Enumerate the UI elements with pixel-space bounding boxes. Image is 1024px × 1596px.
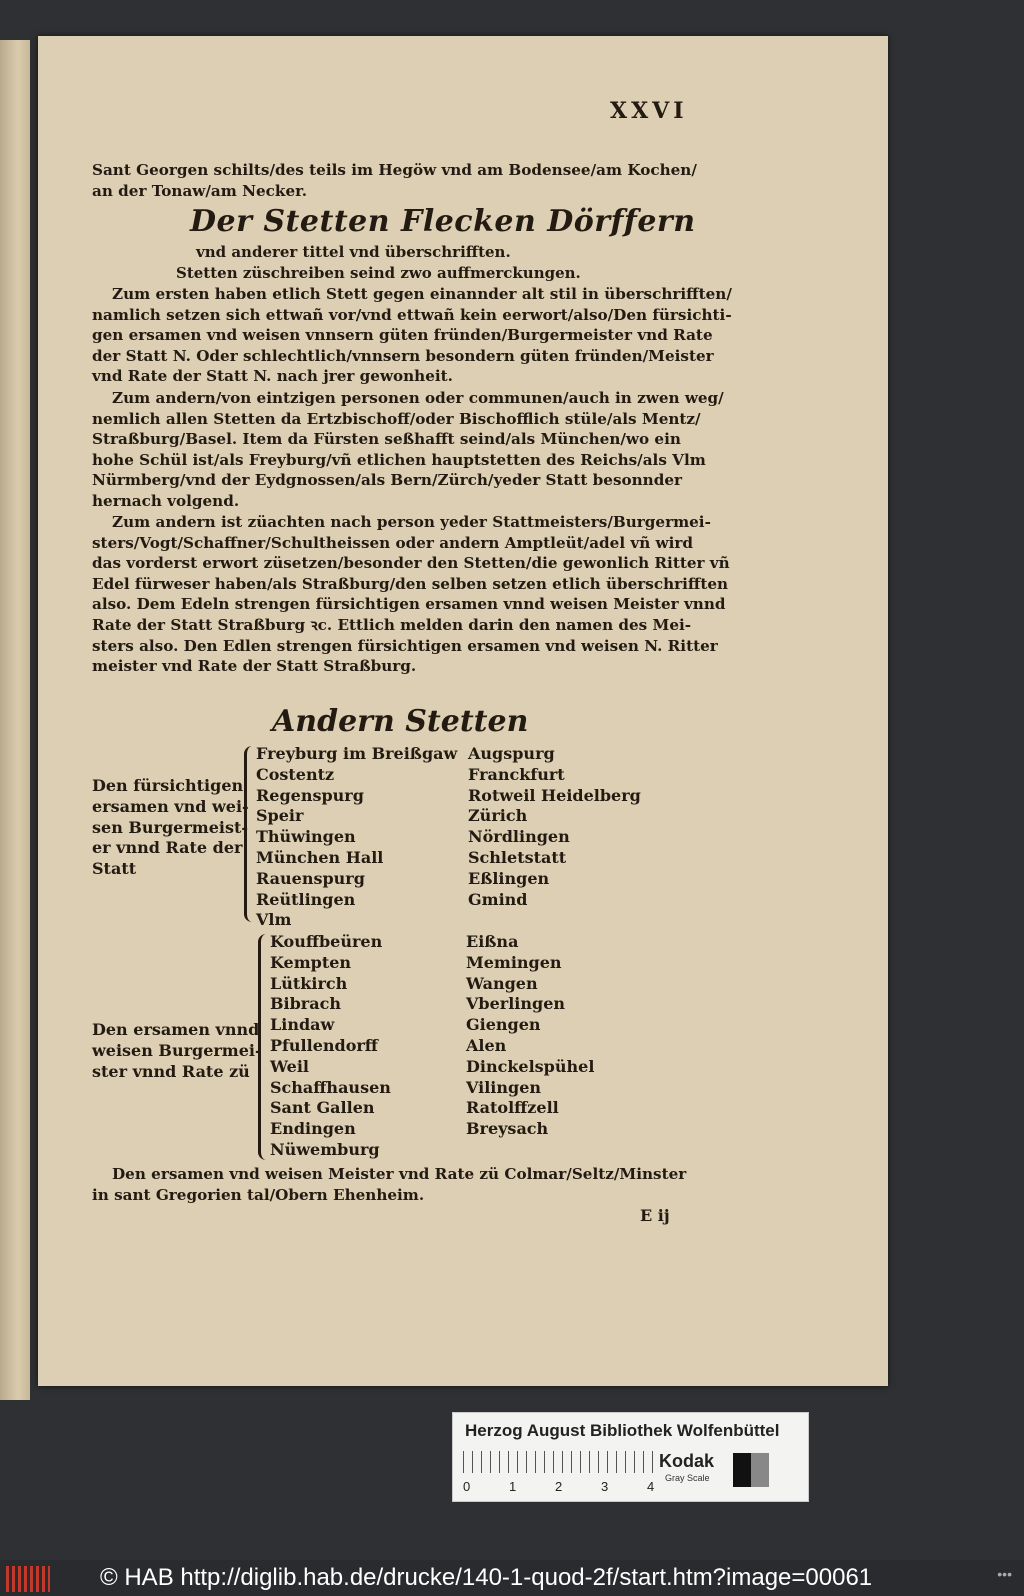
text-line: nemlich allen Stetten da Ertzbischoff/oder Bischofflich stüle/als Mentz/ [92, 409, 701, 428]
group2-left-cities [270, 932, 391, 1161]
text-line: sters also. Den Edlen strengen fürsichtigen ersamen vnd weisen N. Ritter [92, 636, 718, 655]
city-name: Speir [256, 806, 304, 826]
city-name: Eßlingen [468, 868, 550, 888]
city-name: Breysach [466, 1119, 549, 1139]
city-name: Franckfurt [468, 764, 565, 784]
city-name: Dinckelspühel [466, 1056, 595, 1076]
city-name: Kempten [270, 952, 352, 972]
city-name: Alen [466, 1035, 507, 1055]
city-name: Pfullendorff [270, 1035, 378, 1055]
group1-right-cities [468, 744, 641, 910]
text-line: der Statt N. Oder schlechtlich/vnnsern besondern güten fründen/Meister [92, 346, 714, 365]
text-line: Zum ersten haben etlich Stett gegen einannder alt stil in überschrifften/ [112, 285, 732, 303]
city-name: Freyburg im Breißgaw [256, 744, 458, 763]
viewer-footer [0, 1560, 1024, 1596]
city-name: Gmind [468, 889, 528, 909]
section-subheading: vnd anderer tittel vnd überschrifften. [196, 243, 511, 261]
city-name: Endingen [270, 1119, 356, 1139]
tick-label: 2 [555, 1479, 563, 1494]
text-line: in sant Gregorien tal/Obern Ehenheim. [92, 1185, 425, 1204]
group1-left-cities [256, 744, 457, 931]
text-line: namlich setzen sich ettwañ vor/vnd ettwañ kein eerwort/also/Den fürsichti- [92, 305, 732, 324]
label-line: er vnnd Rate der [92, 838, 243, 858]
city-name: Schaffhausen [270, 1077, 391, 1097]
ruler-scale [463, 1451, 653, 1473]
city-name: Kouffbeüren [270, 932, 383, 951]
city-name: Wangen [466, 973, 538, 993]
city-name: Vlm [256, 910, 292, 930]
gray-scale-label: Gray Scale [665, 1473, 710, 1483]
text-line: Nürmberg/vnd der Eydgnossen/als Bern/Zürch/yeder Statt besonnder [92, 471, 682, 490]
city-name: Thüwingen [256, 827, 356, 847]
page-number: XXVI [610, 98, 688, 124]
gray-swatch [751, 1453, 769, 1487]
color-calibration-card [452, 1412, 809, 1502]
city-name: Costentz [256, 764, 335, 784]
text-line: also. Dem Edeln strengen fürsichtigen ersamen vnnd weisen Meister vnnd [92, 595, 726, 614]
kodak-logo: Kodak [659, 1451, 715, 1471]
text-line: hernach volgend. [92, 491, 240, 510]
cities-heading: Andern Stetten [272, 704, 529, 739]
section-subheading-2: Stetten züschreiben seind zwo auffmerckungen. [176, 264, 581, 282]
label-line: weisen Burgermei- [92, 1040, 262, 1060]
city-name: Vberlingen [466, 994, 565, 1014]
label-line: sen Burgermeist- [92, 817, 248, 837]
city-name: Zürich [468, 806, 528, 826]
black-swatch [733, 1453, 751, 1487]
label-line: ster vnnd Rate zü [92, 1061, 250, 1081]
tick-label: 0 [463, 1479, 471, 1494]
signature-mark: E ij [640, 1206, 670, 1225]
text-line: hohe Schül ist/als Freyburg/vñ etlichen hauptstetten des Reichs/als Vlm [92, 450, 706, 469]
city-name: Rauenspurg [256, 868, 365, 888]
label-line: ersamen vnd wei- [92, 796, 249, 816]
city-name: Lütkirch [270, 973, 348, 993]
city-name: Sant Gallen [270, 1098, 375, 1118]
card-title: Herzog August Bibliothek Wolfenbüttel [465, 1421, 780, 1440]
facing-page-edge [0, 40, 30, 1400]
city-name: Augspurg [468, 744, 555, 763]
section-heading: Der Stetten Flecken Dörffern [190, 204, 696, 239]
paragraph-1 [92, 284, 732, 387]
city-name: Schletstatt [468, 847, 567, 867]
paragraph-3 [92, 512, 732, 677]
tick-label: 3 [601, 1479, 609, 1494]
group2-label [92, 1020, 262, 1082]
group1-label [92, 776, 249, 880]
hab-logo-icon[interactable] [6, 1566, 50, 1592]
city-name: Weil [270, 1056, 309, 1076]
text-line: Rate der Statt Straßburg ꝛc. Ettlich melden darin den namen des Mei- [92, 615, 692, 634]
city-name: Ratolffzell [466, 1098, 559, 1118]
city-name: Rotweil Heidelberg [468, 785, 641, 805]
text-line: sters/Vogt/Schaffner/Schultheissen oder andern Amptleüt/adel vñ wird [92, 533, 694, 552]
label-line: Den fürsichtigen [92, 776, 244, 795]
text-line: Straßburg/Basel. Item da Fürsten seßhafft seind/als München/wo ein [92, 430, 681, 449]
text-line: das vorderst erwort züsetzen/besonder den Stetten/die gewonlich Ritter vñ [92, 554, 730, 573]
city-name: Memingen [466, 952, 562, 972]
city-name: Reütlingen [256, 889, 356, 909]
text-line: Zum andern/von eintzigen personen oder communen/auch in zwen weg/ [112, 389, 724, 407]
city-name: Vilingen [466, 1077, 541, 1097]
intro-line: an der Tonaw/am Necker. [92, 181, 308, 200]
text-line: Edel fürweser haben/als Straßburg/den selben setzen etlich überschrifften [92, 574, 729, 593]
tick-label: 4 [647, 1479, 655, 1494]
group2-right-cities [466, 932, 594, 1140]
city-name: Nüwemburg [270, 1139, 380, 1159]
more-options-icon[interactable]: ••• [997, 1566, 1012, 1582]
intro-line: Sant Georgen schilts/des teils im Hegöw vnd am Bodensee/am Kochen/ [92, 161, 697, 179]
ruler-ticks [463, 1479, 693, 1494]
closing-text [92, 1164, 732, 1205]
city-name: Regenspurg [256, 785, 364, 805]
text-line: gen ersamen vnd weisen vnnsern güten fründen/Burgermeister vnd Rate [92, 326, 713, 345]
label-line: Statt [92, 859, 137, 879]
label-line: Den ersamen vnnd [92, 1020, 260, 1039]
city-name: Bibrach [270, 994, 341, 1014]
tick-label: 1 [509, 1479, 517, 1494]
text-line: meister vnd Rate der Statt Straßburg. [92, 657, 417, 676]
intro-text [92, 160, 732, 201]
city-name: Giengen [466, 1015, 541, 1035]
city-name: Nördlingen [468, 827, 570, 847]
city-name: München Hall [256, 847, 384, 867]
source-url[interactable]: © HAB http://diglib.hab.de/drucke/140-1-quod-2f/start.htm?image=00061 [100, 1564, 873, 1591]
text-line: vnd Rate der Statt N. nach jrer gewonheit. [92, 367, 453, 386]
city-name: Eißna [466, 932, 519, 951]
city-name: Lindaw [270, 1015, 335, 1035]
text-line: Zum andern ist züachten nach person yeder Stattmeisters/Burgermei- [112, 513, 711, 531]
text-line: Den ersamen vnd weisen Meister vnd Rate zü Colmar/Seltz/Minster [112, 1165, 687, 1183]
paragraph-2 [92, 388, 732, 512]
